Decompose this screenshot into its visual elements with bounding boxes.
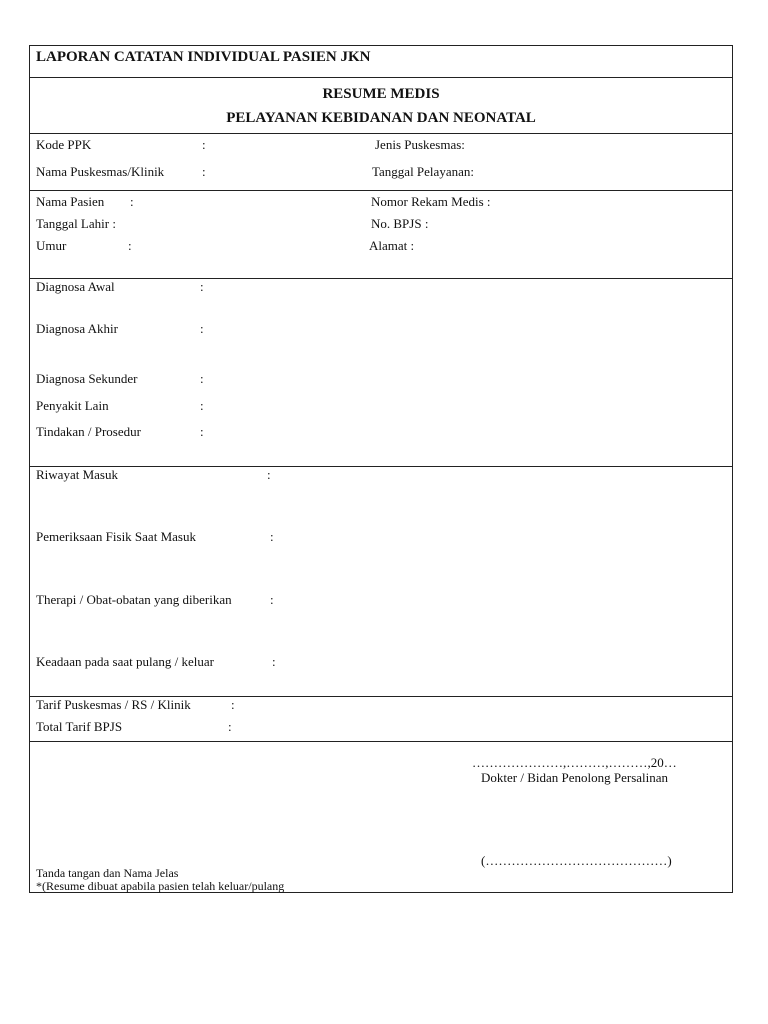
- jenis-puskesmas-label: Jenis Puskesmas:: [375, 137, 465, 152]
- nama-puskesmas-colon: :: [202, 164, 206, 179]
- diagnosa-awal-label: Diagnosa Awal: [36, 279, 115, 294]
- umur-label: Umur: [36, 238, 67, 253]
- medical-resume-form: [29, 45, 733, 893]
- riwayat-masuk-label: Riwayat Masuk: [36, 467, 118, 482]
- penyakit-lain-label: Penyakit Lain: [36, 398, 109, 413]
- nama-pasien-label: Nama Pasien: [36, 194, 105, 209]
- diagnosa-sekunder-colon: :: [200, 371, 204, 386]
- diagnosa-akhir-colon: :: [200, 321, 204, 336]
- tindakan-prosedur-colon: :: [200, 424, 204, 439]
- kode-ppk-colon: :: [202, 137, 206, 152]
- tanggal-pelayanan-label: Tanggal Pelayanan:: [372, 164, 474, 179]
- total-tarif-bpjs-label: Total Tarif BPJS: [36, 719, 123, 734]
- signer-title: Dokter / Bidan Penolong Persalinan: [481, 770, 669, 785]
- umur-colon: :: [128, 238, 132, 253]
- nama-pasien-colon: :: [130, 194, 134, 209]
- alamat-label: Alamat :: [369, 238, 415, 253]
- kode-ppk-label: Kode PPK: [36, 137, 92, 152]
- signature-note: Tanda tangan dan Nama Jelas: [36, 866, 179, 880]
- signer-name-line: (……………………………………): [481, 853, 672, 868]
- penyakit-lain-colon: :: [200, 398, 204, 413]
- tanggal-lahir-label: Tanggal Lahir :: [36, 216, 116, 231]
- date-line: …………………,………,………,20…: [472, 755, 677, 770]
- pemeriksaan-fisik-colon: :: [270, 529, 274, 544]
- footnote: *(Resume dibuat apabila pasien telah keluar/pulang: [36, 879, 285, 893]
- keadaan-pulang-colon: :: [272, 654, 276, 669]
- resume-title: RESUME MEDIS: [322, 86, 440, 102]
- total-tarif-bpjs-colon: :: [228, 719, 232, 734]
- facility-section: [30, 134, 732, 191]
- therapi-colon: :: [270, 592, 274, 607]
- nama-puskesmas-label: Nama Puskesmas/Klinik: [36, 164, 165, 179]
- diagnosa-sekunder-label: Diagnosa Sekunder: [36, 371, 138, 386]
- keadaan-pulang-label: Keadaan pada saat pulang / keluar: [36, 654, 214, 669]
- tarif-puskesmas-label: Tarif Puskesmas / RS / Klinik: [36, 697, 191, 712]
- tariff-section: [30, 697, 732, 742]
- therapi-label: Therapi / Obat-obatan yang diberikan: [36, 592, 232, 607]
- pemeriksaan-fisik-label: Pemeriksaan Fisik Saat Masuk: [36, 529, 196, 544]
- diagnosa-akhir-label: Diagnosa Akhir: [36, 321, 118, 336]
- diagnosa-awal-colon: :: [200, 279, 204, 294]
- resume-subtitle: PELAYANAN KEBIDANAN DAN NEONATAL: [226, 110, 536, 126]
- riwayat-masuk-colon: :: [267, 467, 271, 482]
- signature-section: [30, 742, 732, 894]
- tarif-puskesmas-colon: :: [231, 697, 235, 712]
- nomor-rekam-medis-label: Nomor Rekam Medis :: [371, 194, 491, 209]
- report-title-row: [30, 46, 732, 78]
- no-bpjs-label: No. BPJS :: [371, 216, 429, 231]
- patient-section: [30, 191, 732, 279]
- diagnosis-section: [30, 279, 732, 467]
- tindakan-prosedur-label: Tindakan / Prosedur: [36, 424, 141, 439]
- report-title: LAPORAN CATATAN INDIVIDUAL PASIEN JKN: [36, 49, 371, 65]
- resume-title-row: [30, 78, 732, 134]
- history-section: [30, 467, 732, 697]
